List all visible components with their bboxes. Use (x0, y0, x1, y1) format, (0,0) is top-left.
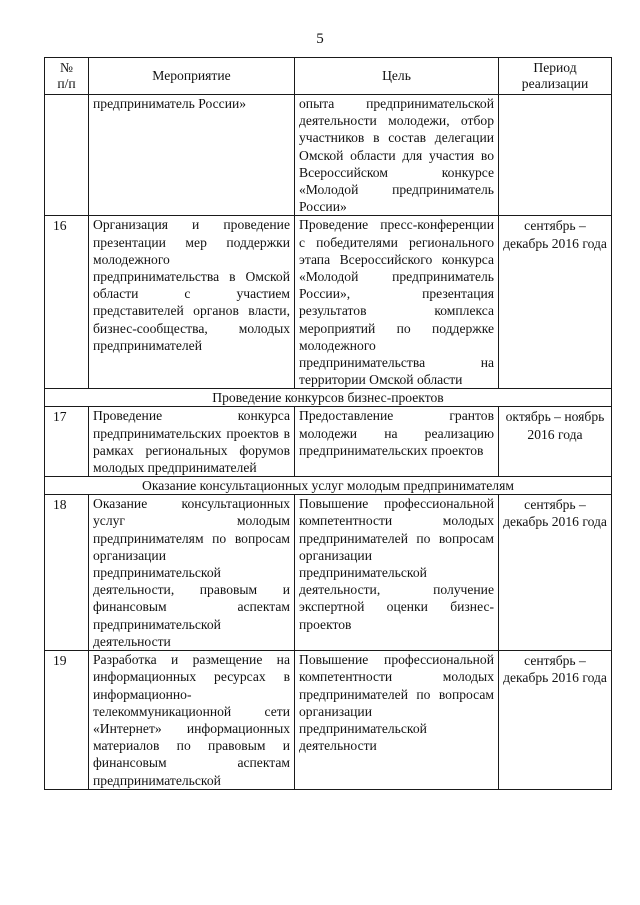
row-event-cell: предприниматель России» (89, 95, 295, 216)
row-event-cell: Оказание консультационных услуг молодым предпринимателям по вопросам организации предпринимательской деятельности, правовым и финансовым аспектам предпринимательской деятельности (89, 495, 295, 651)
header-num: № п/п (45, 58, 89, 95)
row-num-cell: 17 (45, 407, 89, 477)
table-row-17 (45, 407, 612, 477)
section-row-competitions (45, 389, 612, 407)
table-row-19 (45, 651, 612, 790)
row-event-cell: Организация и проведение презентации мер поддержки молодежного предпринимательства в Омской области с участием представителей органов власти, бизнес-сообщества, молодых предпринимателей (89, 216, 295, 389)
row-period-cell: сентябрь – декабрь 2016 года (499, 216, 612, 389)
row-event-cell: Разработка и размещение на информационных ресурсах в информационно-телекоммуникационной сети «Интернет» информационных материалов по правовым и финансовым аспектам предпринимательской (89, 651, 295, 790)
row-goal-cell: опыта предпринимательской деятельности молодежи, отбор участников в состав делегации Омской области для участия во Всероссийском конкурсе «Молодой предприниматель России» (295, 95, 499, 216)
page-number: 5 (316, 31, 324, 47)
activities-table (44, 57, 612, 790)
row-goal-cell: Повышение профессиональной компетентности молодых предпринимателей по вопросам организации предпринимательской деятельности (295, 651, 499, 790)
header-event: Мероприятие (89, 58, 295, 95)
row-period-cell: октябрь – ноябрь 2016 года (499, 407, 612, 477)
row-goal-cell: Повышение профессиональной компетентности молодых предпринимателей по вопросам организации предпринимательской деятельности, получение экспертной оценки бизнес-проектов (295, 495, 499, 651)
table-header-row (45, 58, 612, 95)
row-num-cell: 18 (45, 495, 89, 651)
row-period-cell: сентябрь – декабрь 2016 года (499, 651, 612, 790)
row-period-cell: сентябрь – декабрь 2016 года (499, 495, 612, 651)
table-row-continuation (45, 95, 612, 216)
table-row-18 (45, 495, 612, 651)
header-goal: Цель (295, 58, 499, 95)
header-period: Период реализации (499, 58, 612, 95)
table-row-16 (45, 216, 612, 389)
section-heading: Оказание консультационных услуг молодым предпринимателям (45, 477, 612, 495)
row-period-cell (499, 95, 612, 216)
row-goal-cell: Предоставление грантов молодежи на реализацию предпринимательских проектов (295, 407, 499, 477)
row-goal-cell: Проведение пресс-конференции с победителями регионального этапа Всероссийского конкурса «Молодой предприниматель России», презентация результатов комплекса мероприятий по поддержке молодежного предпринимательства на территории Омской области (295, 216, 499, 389)
row-event-cell: Проведение конкурса предпринимательских проектов в рамках региональных форумов молодых предпринимателей (89, 407, 295, 477)
row-num-cell: 19 (45, 651, 89, 790)
section-row-consulting (45, 477, 612, 495)
row-num-cell: 16 (45, 216, 89, 389)
section-heading: Проведение конкурсов бизнес-проектов (45, 389, 612, 407)
row-num-cell (45, 95, 89, 216)
